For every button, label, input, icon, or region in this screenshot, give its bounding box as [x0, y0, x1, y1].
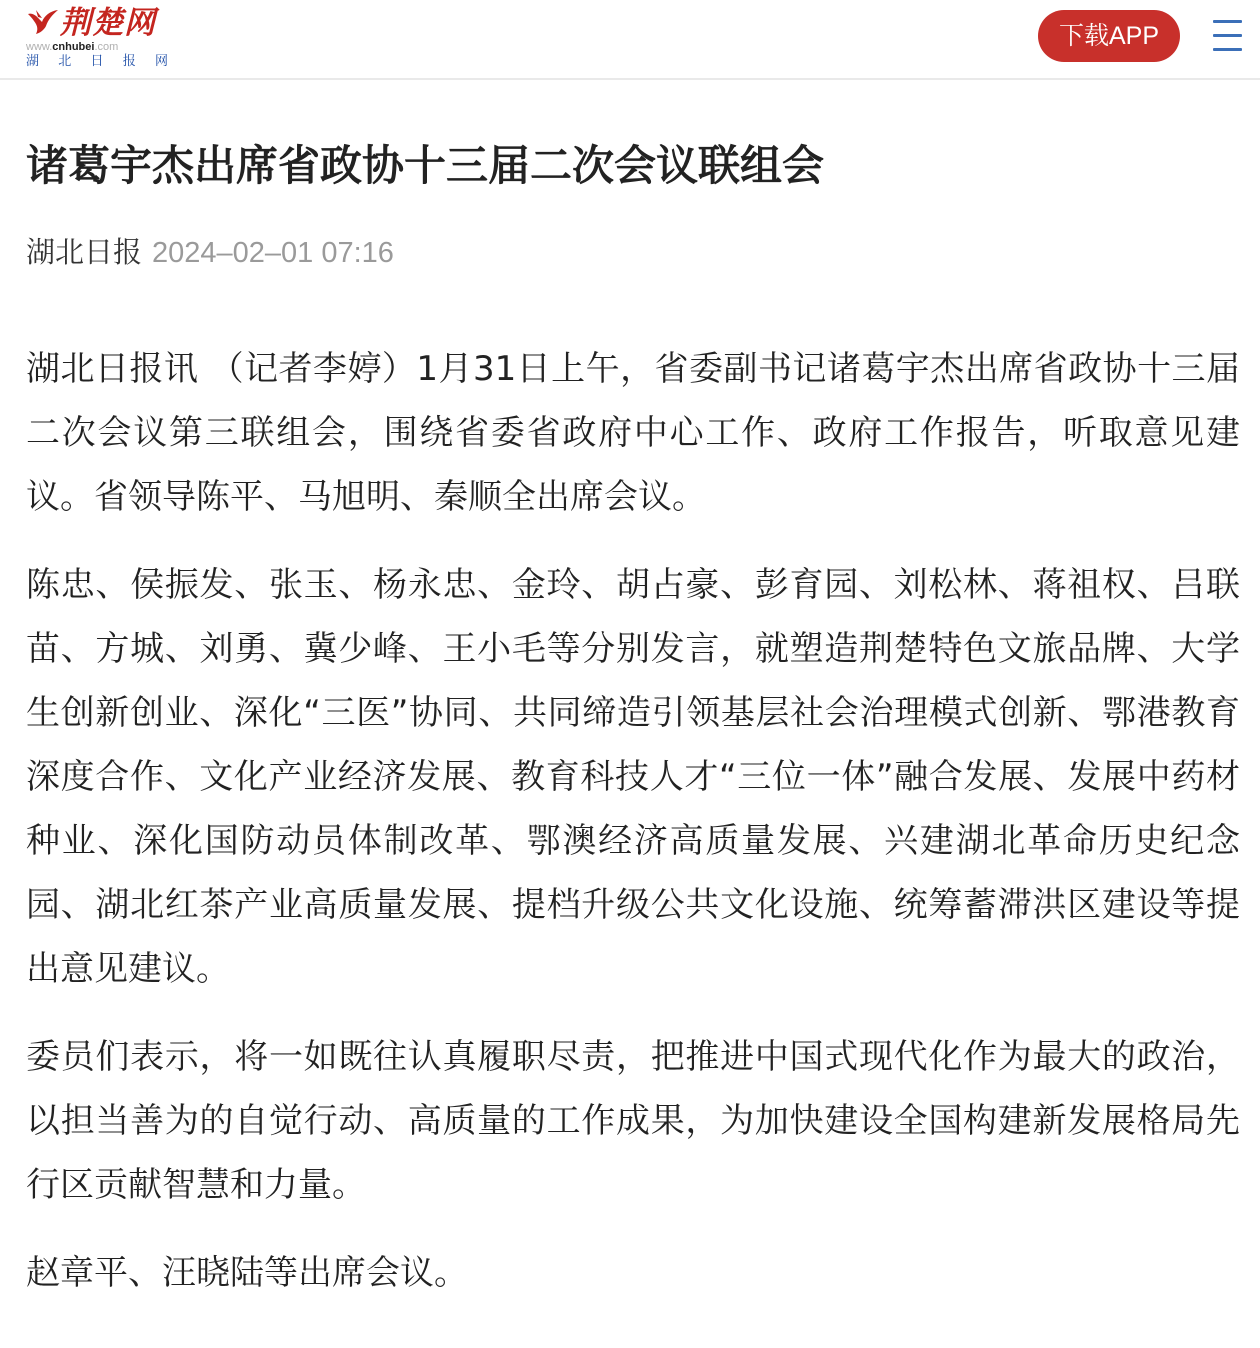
article-body: [26, 337, 1240, 1329]
article-paragraph: 委员们表示，将一如既往认真履职尽责，把推进中国式现代化作为最大的政治，以担当善为的自觉行动、高质量的工作成果，为加快建设全国构建新发展格局先行区贡献智慧和力量。: [26, 1037, 1240, 1205]
logo-subtitle-char: 湖: [26, 54, 40, 69]
site-logo[interactable]: [24, 4, 174, 72]
article-source: 湖北日报: [26, 235, 143, 269]
article-meta: [26, 228, 394, 277]
logo-subtitle: [26, 54, 168, 70]
logo-subtitle-char: 北: [58, 54, 72, 69]
menu-line: [1213, 48, 1242, 51]
article-title: 诸葛宇杰出席省政协十三届二次会议联组会: [26, 141, 825, 190]
logo-subtitle-char: 网: [154, 54, 168, 69]
logo-top: [24, 4, 174, 42]
logo-subtitle-char: 日: [90, 54, 104, 69]
article: [26, 132, 1240, 1293]
logo-title: 荆楚网: [60, 5, 156, 41]
logo-domain: www.cnhubei.com: [26, 41, 119, 53]
hamburger-menu-icon[interactable]: [1212, 18, 1244, 54]
article-date: 2024–02–01 07:16: [152, 237, 394, 269]
article-paragraph: 陈忠、侯振发、张玉、杨永忠、金玲、胡占豪、彭育园、刘松林、蒋祖权、吕联苗、方城、刘勇、冀少峰、王小毛等分别发言，就塑造荆楚特色文旅品牌、大学生创新创业、深化“三医”协同、共同缔造引领基层社会治理模式创新、鄂港教育深度合作、文化产业经济发展、教育科技人才“三位一体”融合发展、发展中药材种业、深化国防动员体制改革、鄂澳经济高质量发展、兴建湖北革命历史纪念园、湖北红茶产业高质量发展、提档升级公共文化设施、统筹蓄滞洪区建设等提出意见建议。: [26, 565, 1240, 989]
article-paragraph: 赵章平、汪晓陆等出席会议。: [26, 1253, 468, 1293]
article-paragraph: 湖北日报讯 （记者李婷）1月31日上午，省委副书记诸葛宇杰出席省政协十三届二次会议第三联组会，围绕省委省政府中心工作、政府工作报告，听取意见建议。省领导陈平、马旭明、秦顺全出席会议。: [26, 349, 1240, 517]
menu-line: [1213, 20, 1242, 23]
download-app-button[interactable]: 下载APP: [1038, 10, 1180, 62]
site-header: [0, 0, 1260, 80]
logo-subtitle-char: 报: [122, 54, 136, 69]
phoenix-logo-icon: [26, 8, 60, 36]
menu-line: [1213, 34, 1242, 37]
